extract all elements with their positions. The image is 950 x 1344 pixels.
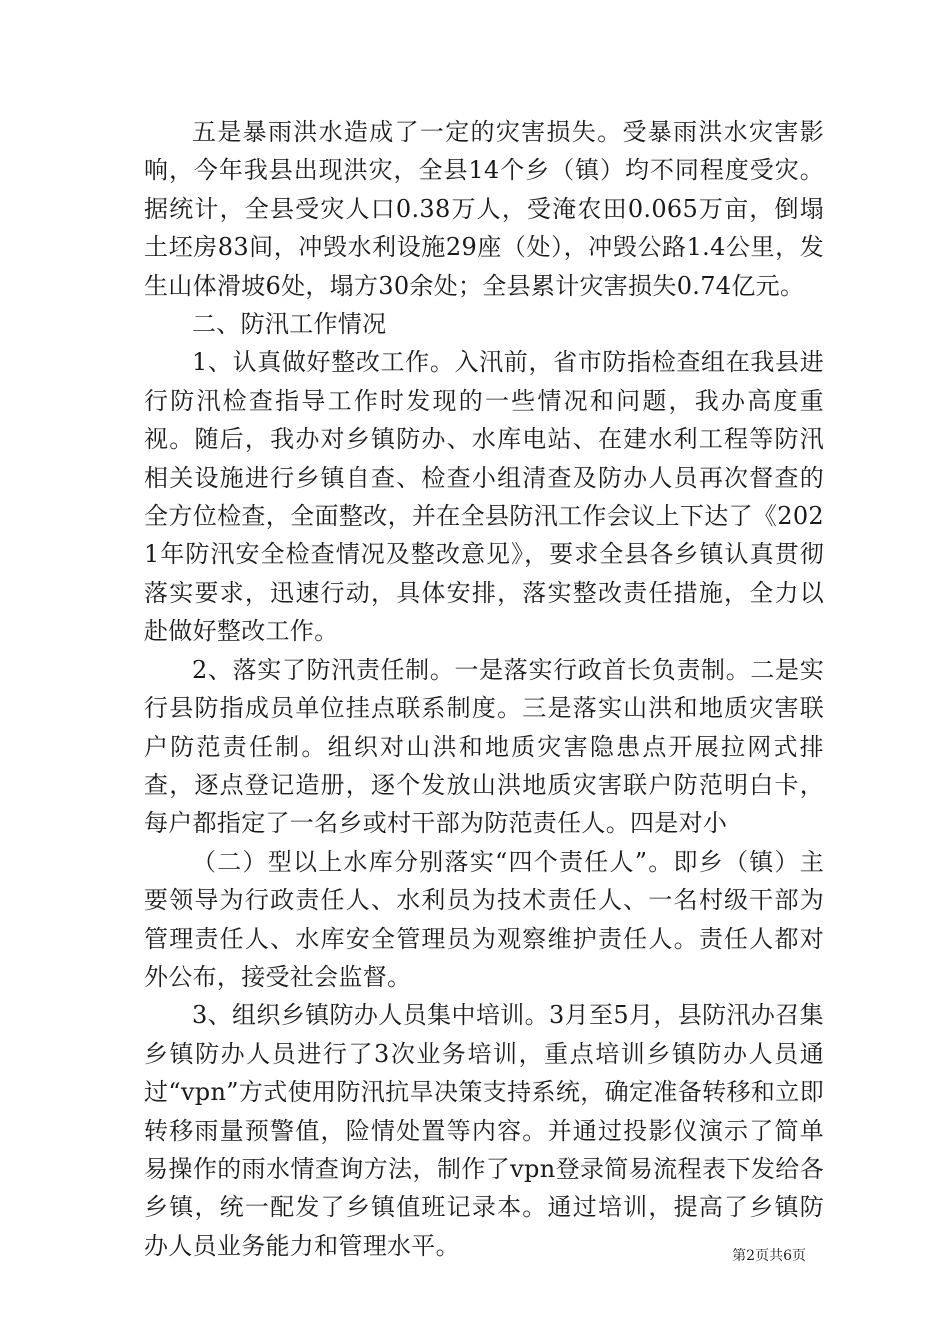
paragraph-reservoir-responsibility: （二）型以上水库分别落实“四个责任人”。即乡（镇）主要领导为行政责任人、水利员为技术责任人、一名村级干部为管理责任人、水库安全管理员为观察维护责任人。责任人都对外公布，接受社会监督。 [144,847,824,991]
paragraph-training: 3、组织乡镇防办人员集中培训。3月至5月，县防汛办召集乡镇防办人员进行了3次业务培训，重点培训乡镇防办人员通过“vpn”方式使用防汛抗旱决策支持系统，确定准备转移和立即转移雨量预警值，险情处置等内容。并通过投影仪演示了简单易操作的雨水情查询方法，制作了vpn登录简易流程表下发给各乡镇，统一配发了乡镇值班记录本。通过培训，提高了乡镇防办人员业务能力和管理水平。 [144,1001,824,1260]
paragraph-responsibility-system: 2、落实了防汛责任制。一是落实行政首长负责制。二是实行县防指成员单位挂点联系制度。三是落实山洪和地质灾害联户防范责任制。组织对山洪和地质灾害隐患点开展拉网式排查，逐点登记造册，逐个发放山洪地质灾害联户防范明白卡，每户都指定了一名乡或村干部为防范责任人。四是对小 [144,655,824,838]
paragraph-disaster-losses: 五是暴雨洪水造成了一定的灾害损失。受暴雨洪水灾害影响，今年我县出现洪灾，全县14个乡（镇）均不同程度受灾。据统计，全县受灾人口0.38万人，受淹农田0.065万亩，倒塌土坯房83间，冲毁水利设施29座（处），冲毁公路1.4公里，发生山体滑坡6处，塌方30余处；全县累计灾害损失0.74亿元。 [144,118,824,300]
document-body [144,113,824,1265]
section-heading-flood-work: 二、防汛工作情况 [192,310,387,339]
paragraph-rectification: 1、认真做好整改工作。入汛前，省市防指检查组在我县进行防汛检查指导工作时发现的一些情况和问题，我办高度重视。随后，我办对乡镇防办、水库电站、在建水利工程等防汛相关设施进行乡镇自查、检查小组清查及防办人员再次督查的全方位检查，全面整改，并在全县防汛工作会议上下达了《2021年防汛安全检查情况及整改意见》，要求全县各乡镇认真贯彻落实要求，迅速行动，具体安排，落实整改责任措施，全力以赴做好整改工作。 [144,348,824,646]
page-number-footer: 第2页共6页 [732,1248,806,1264]
